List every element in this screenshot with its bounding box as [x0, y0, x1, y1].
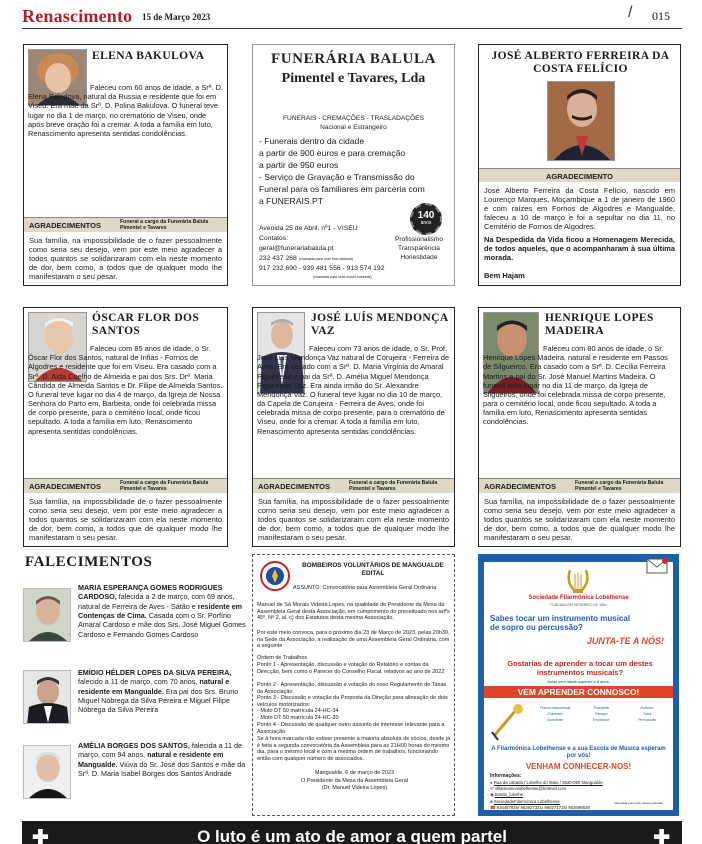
edital-org: BOMBEIROS VOLUNTÁRIOS DE MANGUALDE [302, 562, 444, 569]
lyre-icon [562, 568, 594, 594]
edital-vehicle-2: - Moto DT 50 matrícula 24-HC-30 [257, 715, 339, 721]
contacts-label: Contatos: [259, 235, 289, 242]
falecimento-item [78, 583, 250, 639]
falecimento-text: falecido a 11 de março, com 70 anos, [78, 677, 198, 687]
filarmonica-ad [478, 554, 679, 816]
homage-text: Na Despedida da Vida ficou a Homenagem Merecida, de todos aqueles, que o acompanharam à sua última morada. [484, 235, 675, 262]
portrait-photo [23, 670, 71, 724]
instagram-icon: ◉ [490, 792, 494, 798]
instrument-item: Clarinete [547, 712, 563, 716]
mobiles-note: (chamada para rede móvel nacional) [313, 275, 372, 279]
agradecimento-text: José Alberto Ferreira da Costa Felício, nascido em Lourenço Marques, Moçambique a 1 de janeiro de 1960 e com raízes em Fornos de Algodres e Mangualde, faleceu a 10 de março e foi a sepultar no dia 11, no Cemitério de Fornos de Algodres. [484, 186, 675, 231]
deceased-name: HENRIQUE LOPES MADEIRA [545, 312, 654, 338]
funeral-cargo: Funeral a cargo da Funerária Balula Pimentel e Tavares [349, 480, 438, 493]
obituary-jose-alberto [478, 44, 681, 286]
agradecimento-label: AGRADECIMENTOS [484, 482, 556, 491]
edital-ordem: Ordem de Trabalhos [257, 655, 308, 661]
edital-ponto-3: Ponto 3 - Discussão e votação da Proposta da Direção para alineação de dois veículos motorizados: [257, 695, 448, 708]
service-line-2: a partir de 900 euros e para cremação [259, 148, 406, 158]
deceased-name: EMÍDIO HÉLDER LOPES DA SILVA PEREIRA, [78, 668, 232, 677]
falecimento-item [78, 668, 250, 715]
edital-place-date: Mangualde, 6 de março de 2023 [314, 770, 395, 776]
page-number: 015 [652, 9, 670, 23]
instagram-text: banda_lobelhe [494, 792, 524, 798]
footer-text: O luto é um ato de amor a quem partel [197, 827, 507, 844]
falecimento-item [78, 741, 250, 778]
funeraria-mobiles: 917 232 690 - 939 481 556 - 913 574 192 [259, 265, 385, 272]
location-icon: ● [490, 780, 493, 785]
header-rule [22, 28, 682, 29]
agradecimento-text: Sua família, na impossibilidade de o fazer pessoalmente como seria seu desejo, vem por este meio agradecer a todos quantos se solidarizaram com ela neste momento de dor, bem como, a todos que de qualquer modo lhe manifestaram o seu pesar. [258, 497, 449, 542]
issue-date: 15 de Março 2023 [142, 12, 211, 22]
info-label: Informações: [490, 773, 522, 779]
obituary-oscar [23, 307, 228, 547]
ad-panel [484, 562, 673, 810]
slash-icon: / [628, 4, 633, 21]
edital-signature-role: O Presidente da Mesa da Assembleia Geral [300, 778, 408, 784]
funeraria-ad [252, 44, 455, 286]
falecimentos-title: FALECIMENTOS [25, 554, 153, 570]
agradecimento-bar [479, 168, 680, 182]
instrument-item: Trompa [594, 712, 608, 716]
cta-learn: VEM APRENDER CONNOSCO! [484, 686, 673, 698]
instrument-item: Saxofone [546, 718, 564, 722]
obituary-text: Faleceu com 73 anos de idade, o Sr. Prof. José Luís Mendonça Vaz natural de Corujeira - Ferreira de Aves. Era casado com a Srª. D. Maria Virgínia do Amaral Figueiredo e pai da Srª. D. Amélia Miguel Mendonça Figueiredo Vaz. Era ainda irmão do Sr. Alexandre Mendonça Vaz. O funeral teve lugar no dia 10 de março, da Capela de Corujeira - Ferreira de Aves, onde foi celebrada missa de corpo presente, para o crematório de Viseu, onde foi a cremar. A toda a família em luto, Renascimento apresenta sentidas condolências. [257, 344, 450, 436]
edital-subtitle: EDITAL [361, 570, 385, 577]
residence: natural e residente em Mangualde. [78, 750, 224, 769]
invite-text: A Filarmónica Lobelhense e a sua Escola de Música esperam por vós! [491, 746, 666, 760]
edital-ponto-1: Ponto 1 - Apresentação, discussão e votação do Relatório e contas da Direcção, bem como o Parecer do Conselho Fiscal, relativos ao ano de 2022 [257, 662, 445, 675]
instrument-item: Eufónio [640, 706, 654, 710]
falecimento-text: falecida a 2 de março, com 69 anos, natural de Ferreira de Aves - Sátão e [78, 592, 235, 611]
phone-info [490, 805, 670, 811]
envelope-icon [646, 558, 668, 574]
deceased-name: ÓSCAR FLOR DOS SANTOS [92, 312, 200, 338]
mail-icon: ✉ [490, 786, 494, 792]
deceased-name: ELENA BAKULOVA [92, 50, 205, 62]
instrument-item: Trompete [593, 706, 609, 710]
edital-vehicle-1: - Moto DT 50 matrícula 24-HC-34 [257, 708, 339, 714]
facebook-text: SociedadeFilarmonica.Lobelhense [493, 798, 560, 804]
falecimento-rest: Viúva do Sr. José dos Santos e mãe da Srª. D. Maria Isabel Borges dos Santos Andrade [78, 759, 246, 779]
service-line-3: a partir de 950 euros [259, 160, 339, 170]
info-list [490, 780, 670, 811]
service-line-4: - Serviço de Gravação e Transmissão do [259, 172, 415, 182]
cross-icon: ✚ [653, 827, 670, 844]
funeraria-services: FUNERAIS - CREMAÇÕES - TRASLADAÇÕES [283, 115, 424, 122]
service-line-6: a FUNERAIS.PT [259, 196, 323, 206]
cross-icon: ✚ [32, 827, 49, 844]
portrait-photo [547, 81, 615, 161]
instrument-illustration [488, 702, 528, 742]
phone-note: (chamada para rede móvel nacional) [614, 801, 663, 805]
instrument-item: Flauta transversal [539, 706, 571, 710]
cta-visit: VENHAM CONHECER-NOS! [525, 762, 632, 771]
falecimento-rest: Era pai dos Srs. Bruno Miguel Nóbrega da Silva Pereira e Miguel Filipe Nóbrega da Silva Pereira [78, 686, 239, 715]
agradecimento-bar [24, 217, 227, 232]
page-header [0, 0, 702, 32]
deceased-name: JOSÉ ALBERTO FERREIRA DA COSTA FELÍCIO [491, 50, 670, 76]
phone-fixed: 232 437 268 [259, 255, 297, 262]
phone-text: 916487926/ 963927321/ 960271715/ 963698528 [496, 804, 590, 810]
falecimento-rest: Casada com o Sr. Porfírio Amaral Cardoso e mãe dos Srs. José Miguel Gomes Cardoso e Fernando Gomes Cardoso [78, 611, 246, 639]
obituary-jose-luis [252, 307, 455, 547]
agradecimento-label: AGRADECIMENTOS [258, 482, 330, 491]
facebook-icon: ■ [490, 798, 493, 804]
funeraria-name: FUNERÁRIA BALULA [270, 51, 437, 67]
phone-icon: ☎ [490, 804, 496, 810]
deceased-name: MARIA ESPERANÇA GOMES RODRIGUES CARDOSO, [78, 583, 223, 602]
org-since: FUNDADA EM SETEMBRO DE 1894 [550, 603, 607, 607]
value-item: Transparência [398, 244, 440, 252]
edital-assunto: ASSUNTO: Convocatória para Assembleia Geral Ordinária [293, 585, 437, 591]
edital-p2: Por este meio convoca, para o próximo dia 23 de Março de 2023, pelas 20h30, na Sede da Associação, a realização de uma Assembleia Geral Ordinária, com a seguinte [257, 630, 450, 650]
obituary-text: Faleceu com 85 anos de idade, o Sr. Óscar Flor dos Santos, natural de Infias - Fornos de Algodres e residente que foi em Viseu. Era casado com a Srª. D. Aida Coelho de Almeida e pai dos Srs. Drª. Maria Cândida de Almeida Santos e Dr. Filipe de Almeida Santos. O funeral teve lugar no dia 4 de março, da Igreja de Nossa Senhora do Parto em, Barbeita, onde foi celebrada missa de corpo presente, para o cemitério local, onde ficou sepultado. A toda a família em luto, Renascimento apresenta sentidas condolências. [28, 344, 223, 436]
residence: residente em Contenças de Cima. [78, 601, 243, 621]
funeraria-sub: Pimentel e Tavares, Lda [281, 71, 426, 86]
instrument-item: Tuba [642, 712, 652, 716]
funeral-cargo: Funeral a cargo da Funerária Balula Pimentel e Tavares [120, 480, 209, 493]
instrument-item: Trombone [592, 718, 610, 722]
badge-number: 140 [417, 210, 435, 221]
obituary-text: Faleceu com 80 anos de idade, o Sr. Henrique Lopes Madeira, natural e residente em Passos de Silgueiros. Era casado com a Srª. D. Cecília Ferreira Martins e pai do Sr. José Manuel Martins Madeira. O funeral teve lugar no dia 11 de março, da Igreja de Silgueiros, onde foi celebrada missa de corpo presente, para o cemitério local, onde ficou sepultado. A toda a família em luto, Renascimento apresenta sentidas condolências. [483, 344, 668, 427]
bombeiros-emblem-icon [260, 561, 290, 591]
service-line-5: Funeral para os familiares em parceria com [259, 184, 425, 194]
edital-p1: Manuel de Sá Morais Videira Lopes, na qualidade de Presidente da Mesa da Assembleia Geral desta Associação, em cumprimento do preceituado nos artºs 45º, Nº 2, al. c) dos Estatutos desta mesma Associação, [257, 602, 450, 622]
agradecimento-title: AGRADECIMENTO [546, 172, 613, 181]
portrait-photo [23, 745, 71, 799]
badge-text: anos [420, 220, 432, 226]
funeraria-email: geral@funerariabalula.pt [259, 245, 334, 252]
residence: natural e residente em Mangualde. [78, 677, 230, 696]
falecimento-text: falecida a 11 de março, com 94 anos, [78, 741, 243, 760]
agradecimento-text: Sua família, na impossibilidade de o fazer pessoalmente como seria seu desejo, vem por este meio agradecer a todos quantos se solidarizaram com ela neste momento de dor, bem como, a todos que de qualquer modo lhe manifestaram o seu pesar. [484, 497, 675, 542]
agradecimento-bar [24, 478, 227, 493]
agradecimento-bar [479, 478, 680, 493]
email-text: sfilarmonicalobelhense@hotmail.com [494, 786, 567, 792]
footer-banner [22, 821, 682, 844]
address-text: Rua da cabada / Lobelhe do Mato / 3530-090 Mangualde [493, 780, 603, 785]
obituary-elena [23, 44, 228, 286]
funeral-cargo: Funeral a cargo da Funerária Balula Pimentel e Tavares [575, 480, 664, 493]
edital-ponto-4: Ponto 4 - Discussão de qualquer outro assunto de interesse relevante para a Associação. [257, 722, 445, 735]
deceased-name: AMÉLIA BORGES DOS SANTOS, [78, 741, 190, 750]
agradecimento-bar [253, 478, 454, 493]
agradecimento-label: AGRADECIMENTOS [29, 482, 101, 491]
portrait-photo [23, 588, 71, 642]
service-line-1: - Funerais dentro da cidade [259, 136, 365, 146]
value-item: Profissionalismo [394, 236, 443, 243]
org-name: Sociedade Filarmónica Lobelhense [528, 595, 629, 601]
funeraria-address: Avenida 25 de Abril, nº1 - VISEU [259, 225, 358, 232]
obituary-text: Faleceu com 60 anos de idade, a Srª. D. Elena Bakulova, natural da Russia e residente que foi em Viseu. Era mãe da Srª. D. Polina Bakulova. O funeral teve lugar no dia 1 de março, no crematório de Viseu, onde após breve oração foi a cremar. A toda a família em luto, Renascimento apresenta sentidas condolências. [28, 83, 223, 138]
signature: Bem Hajam [484, 271, 525, 280]
newspaper-logo: Renascimento [22, 6, 133, 26]
edital-notice [252, 554, 455, 816]
question-1: Sabes tocar um instrumento musical de sopro ou percussão? [490, 614, 631, 633]
funeraria-scope: Nacional e Estrangeiro [320, 124, 387, 131]
instrument-item: Percussão [638, 718, 656, 722]
anniversary-badge [410, 203, 442, 235]
edital-p3: Se à hora marcada não estiver presente a maioria absoluta de sócios, desde já é feita a segunda convocatória da Assembleia para as 21H00 horas do mesmo dia, para o mesmo local e com a mesma ordem de trabalhos, funcionando então com qualquer número de associados. [257, 736, 451, 763]
funeraria-phone [259, 255, 353, 264]
question-2-note: Aulas sem idade superior a 8 anos. [547, 679, 610, 684]
funeral-cargo: Funeral a cargo da Funerária Balula Pimentel e Tavares [120, 219, 209, 232]
values-list [385, 236, 453, 263]
question-2: Gostarias de aprender a tocar um destes instrumentos musicais? [507, 659, 653, 677]
deceased-name: JOSÉ LUÍS MENDONÇA VAZ [311, 312, 448, 338]
obituary-henrique [478, 307, 681, 547]
phone-fixed-note: (chamada para rede fixa nacional) [298, 257, 354, 261]
agradecimento-text: Sua família, na impossibilidade de o fazer pessoalmente como seria seu desejo, vem por este meio agradecer a todos quantos se solidarizaram com ela neste momento de dor, bem como, a todos que de qualquer modo lhe manifestaram o seu pesar. [29, 497, 222, 542]
instrument-list [532, 706, 670, 722]
agradecimento-text: Sua família, na impossibilidade de o fazer pessoalmente como seria seu desejo, vem por este meio agradecer a todos quantos se solidarizaram com ela neste momento de dor, bem como, a todos que de qualquer modo lhe manifestaram o seu pesar. [29, 236, 222, 281]
edital-ponto-2: Ponto 2 - Apresentação, discussão e votação do novo Regulamento de Taxas da Associação. [257, 682, 447, 695]
agradecimento-label: AGRADECIMENTOS [29, 221, 101, 230]
edital-title [293, 562, 453, 578]
value-item: Honestidade [400, 253, 438, 261]
cta-join: JUNTA-TE A NÓS! [586, 636, 664, 646]
edital-signature-name: (Dr. Manuel Videira Lopes) [321, 785, 388, 791]
